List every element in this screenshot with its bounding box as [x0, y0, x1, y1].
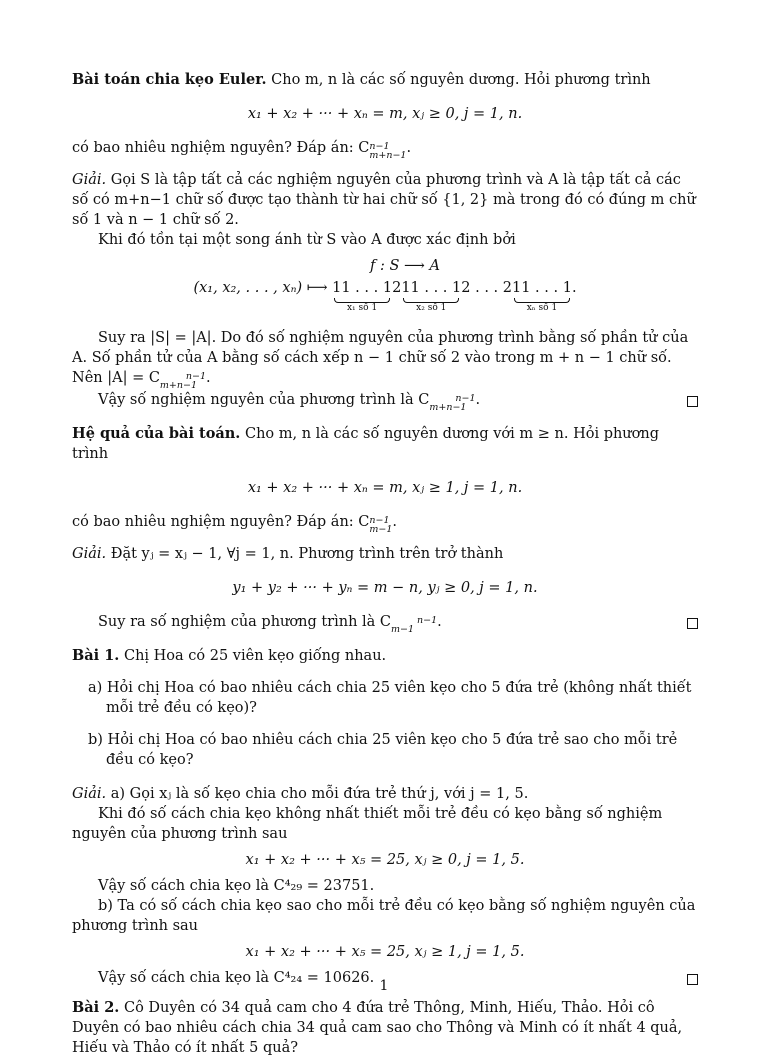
brace-group-2: 11 . . . 1 x₂ số 1 [401, 280, 462, 313]
corollary-solution: Giải. Đặt yⱼ = xⱼ − 1, ∀j = 1, n. Phương trình trên trở thành [72, 546, 504, 562]
corollary-solution-2: Suy ra số nghiệm của phương trình là C n−1 m−1 . [72, 612, 698, 634]
corollary-intro: Hệ quả của bài toán. Cho m, n là các số nguyên dương với m ≥ n. Hỏi phương trình [72, 425, 659, 462]
corollary-title: Hệ quả của bài toán. [72, 425, 241, 442]
euler-title: Bài toán chia kẹo Euler. [72, 71, 267, 88]
bai1-title: Bài 1. [72, 647, 120, 664]
solution-label: Giải. [72, 546, 107, 562]
bai2-text: Bài 2. Cô Duyên có 34 quả cam cho 4 đứa trẻ Thông, Minh, Hiếu, Thảo. Hỏi cô Duyên có bao nhiêu cách chia 34 quả cam sao cho Thông và Minh có ít nhất 4 quả, Hiếu và Thảo có ít nhất 5 quả? [72, 999, 683, 1056]
corollary-question: có bao nhiêu nghiệm nguyên? Đáp án: Cn−1 m−1. [72, 514, 397, 535]
page-body [72, 70, 698, 1058]
solution-label: Giải. [72, 172, 107, 188]
qed-square [687, 618, 698, 629]
bai1-equation-1: x₁ + x₂ + ··· + x₅ = 25, xⱼ ≥ 0, j = 1, 5. [245, 852, 525, 868]
page-number: 1 [379, 978, 389, 994]
bai1-equation-2: x₁ + x₂ + ··· + x₅ = 25, xⱼ ≥ 1, j = 1, 5. [245, 944, 525, 960]
euler-solution: Giải. Gọi S là tập tất cả các nghiệm nguyên của phương trình và A là tập tất cả các số có m+n−1 chữ số được tạo thành từ hai chữ số {1, 2} mà trong đó có đúng m chữ số 1 và n − 1 chữ số 2. [72, 172, 696, 228]
brace-group-3: 11 . . . 1 xₙ số 1 [511, 280, 572, 313]
bai2-title: Bài 2. [72, 999, 120, 1016]
solution-label: Giải. [72, 786, 107, 802]
map-line-1: f : S ⟶ A [370, 258, 440, 274]
bai1-solution-4: b) Ta có số cách chia kẹo sao cho mỗi trẻ đều có kẹo bằng số nghiệm nguyên của phương trình sau [72, 898, 696, 934]
bai1-solution-3: Vậy số cách chia kẹo là C⁴₂₉ = 23751. [98, 878, 375, 894]
euler-solution-2: Khi đó tồn tại một song ánh từ S vào A được xác định bởi [98, 232, 516, 248]
bijection-map [72, 256, 698, 314]
corollary-equation-2: y₁ + y₂ + ··· + yₙ = m − n, yⱼ ≥ 0, j = 1, n. [232, 580, 538, 596]
bai1-item-b: b) Hỏi chị Hoa có bao nhiêu cách chia 25 viên kẹo cho 5 đứa trẻ sao cho mỗi trẻ đều có kẹo? [88, 732, 678, 768]
map-line-2: (x₁, x₂, . . . , xₙ) ⟼ 11 . . . 1 x₁ số 1 211 . . . 1 x₂ số 1 2 . . . 211 . . . 1 xₙ số 1 . [193, 280, 577, 313]
qed-square [687, 396, 698, 407]
brace-group-1: 11 . . . 1 x₁ số 1 [332, 280, 393, 313]
bai1-solution-2: Khi đó số cách chia kẹo không nhất thiết mỗi trẻ đều có kẹo bằng số nghiệm nguyên của phương trình sau [72, 806, 663, 842]
euler-intro: Bài toán chia kẹo Euler. Cho m, n là các số nguyên dương. Hỏi phương trình [72, 71, 651, 88]
euler-equation: x₁ + x₂ + ··· + xₙ = m, xⱼ ≥ 0, j = 1, n. [247, 106, 523, 122]
euler-question: có bao nhiêu nghiệm nguyên? Đáp án: Cn−1 m+n−1. [72, 140, 412, 161]
euler-solution-3: Suy ra |S| = |A|. Do đó số nghiệm nguyên của phương trình bằng số phần tử của A. Số phần tử của A bằng số cách xếp n − 1 chữ số 2 vào trong m + n − 1 chữ số. Nên |A| = C n−1 m+n−1 . [72, 330, 689, 391]
bai1-item-a: a) Hỏi chị Hoa có bao nhiêu cách chia 25 viên kẹo cho 5 đứa trẻ (không nhất thiết mỗi trẻ đều có kẹo)? [88, 680, 692, 716]
corollary-equation: x₁ + x₂ + ··· + xₙ = m, xⱼ ≥ 1, j = 1, n. [247, 480, 523, 496]
bai1-solution-5: Vậy số cách chia kẹo là C⁴₂₄ = 10626. [72, 968, 698, 988]
bai1-solution: Giải. a) Gọi xⱼ là số kẹo chia cho mỗi đứa trẻ thứ j, với j = 1, 5. [72, 786, 529, 802]
euler-solution-4: Vậy số nghiệm nguyên của phương trình là C n−1 m+n−1 . [72, 390, 698, 412]
bai1-intro: Bài 1. Chị Hoa có 25 viên kẹo giống nhau. [72, 647, 387, 664]
